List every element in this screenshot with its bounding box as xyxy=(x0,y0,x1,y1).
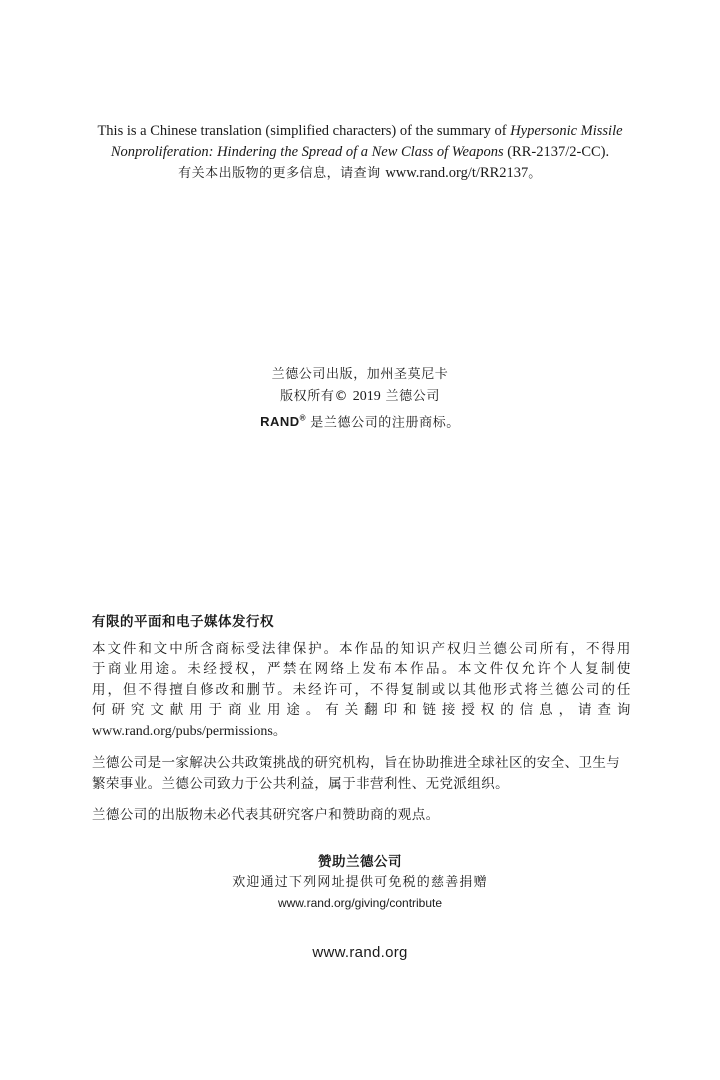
support-section xyxy=(120,852,600,912)
translation-notice xyxy=(60,121,660,184)
report-number: (RR-2137/2-CC). xyxy=(503,144,610,160)
permissions-link[interactable]: www.rand.org/pubs/permissions xyxy=(92,723,273,739)
notice-line-1 xyxy=(60,121,660,142)
support-text: 欢迎通过下列网址提供可免税的慈善捐赠 xyxy=(232,875,488,890)
publisher-block xyxy=(100,364,620,434)
rand-logo xyxy=(260,414,305,429)
rights-heading: 有限的平面和电子媒体发行权 xyxy=(92,614,274,630)
copyright-year: 2019 xyxy=(352,389,381,404)
report-title-part-2: Nonproliferation: Hindering the Spread of a New Class of Weapons xyxy=(110,144,504,160)
period-mark: 。 xyxy=(272,722,288,739)
website-link[interactable]: www.rand.org xyxy=(312,944,408,961)
report-title-part-1: Hypersonic Missile xyxy=(510,123,623,139)
more-info-text: 有关本出版物的更多信息，请查询 xyxy=(178,166,386,181)
rights-text: 本文件和文中所含商标受法律保护。本作品的知识产权归兰德公司所有，不得用于商业用途。未经授权，严禁在网络上发布本作品。本文件仅允许个人复制使用，但不得擅自修改和删节。未经许可，不得复制或以其他形式将兰德公司的任何研究文献用于商业用途。有关翻印和链接授权的信息，请查询 xyxy=(92,640,632,718)
copyright-holder: 兰德公司 xyxy=(380,389,440,404)
copyright-text: 版权所有© xyxy=(280,389,353,404)
notice-line-2 xyxy=(60,142,660,163)
disclaimer-paragraph: 兰德公司的出版物未必代表其研究客户和赞助商的观点。 xyxy=(92,807,440,823)
rand-wordmark: RAND xyxy=(260,414,300,430)
rights-paragraph xyxy=(92,639,632,743)
about-rand-paragraph: 兰德公司是一家解决公共政策挑战的研究机构，旨在协助推进全球社区的安全、卫生与繁荣事业。兰德公司致力于公共利益，属于非营利性、无党派组织。 xyxy=(92,755,621,792)
period-mark: 。 xyxy=(528,166,542,181)
rights-section xyxy=(92,612,632,837)
publisher-location: 兰德公司出版，加州圣莫尼卡 xyxy=(271,367,449,382)
report-link[interactable]: www.rand.org/t/RR2137 xyxy=(385,165,529,181)
donation-link[interactable]: www.rand.org/giving/contribute xyxy=(277,896,443,910)
notice-line-3 xyxy=(60,163,660,184)
registered-mark: ® xyxy=(299,414,306,423)
trademark-text: 是兰德公司的注册商标。 xyxy=(305,415,460,431)
copyright-line xyxy=(100,386,620,408)
notice-text: This is a Chinese translation (simplified characters) of the summary of xyxy=(97,123,511,139)
support-heading: 赞助兰德公司 xyxy=(318,854,402,870)
trademark-line xyxy=(100,408,620,434)
